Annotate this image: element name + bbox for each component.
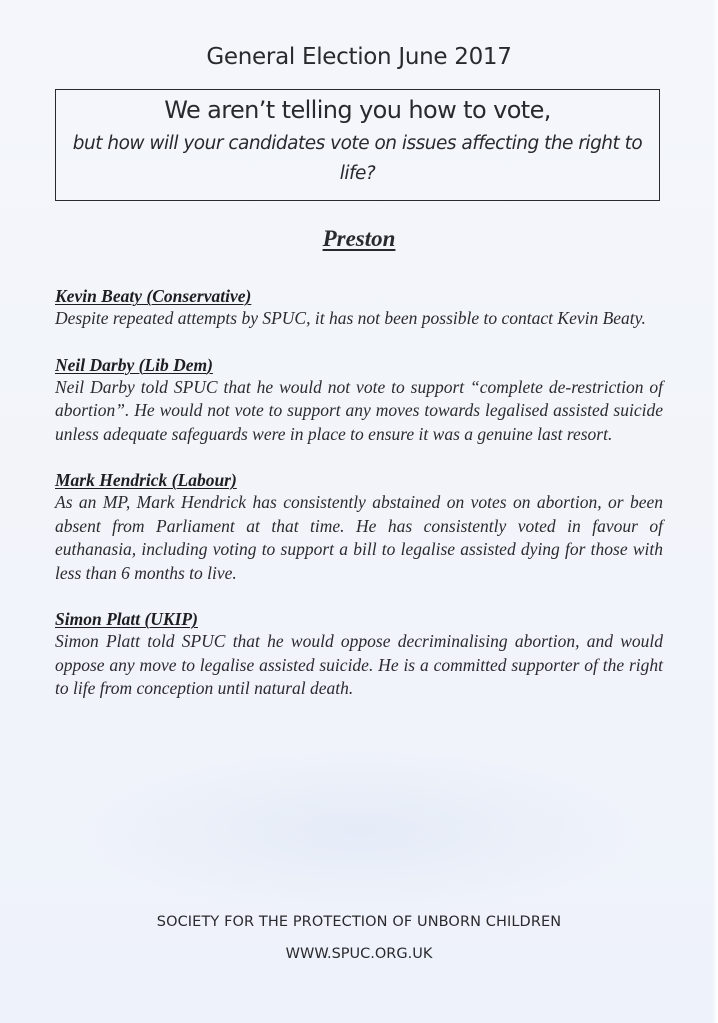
candidate-entry — [55, 469, 663, 585]
callout-question: but how will your candidates vote on issues affecting the right to life? — [72, 133, 643, 184]
callout-box — [55, 89, 660, 201]
candidate-name: Neil Darby (Lib Dem) — [55, 354, 213, 375]
candidate-entry — [55, 285, 663, 331]
candidate-statement: As an MP, Mark Hendrick has consistently abstained on votes on abortion, or been absent from Parliament at that time. He has consistently voted in favour of euthanasia, including voting to support a bill to legalise assisted dying for those with less than 6 months to live. — [55, 492, 663, 583]
candidate-statement: Despite repeated attempts by SPUC, it has not been possible to contact Kevin Beaty. — [55, 308, 646, 328]
candidate-entry — [55, 354, 663, 447]
candidate-name: Kevin Beaty (Conservative) — [55, 286, 252, 306]
callout-headline: We aren’t telling you how to vote, — [164, 96, 551, 124]
scan-edge — [712, 0, 718, 1023]
candidate-entry — [55, 608, 663, 701]
candidate-statement: Simon Platt told SPUC that he would oppose decriminalising abortion, and would oppose any move to legalise assisted suicide. He is a committed supporter of the right to life from conception until natural death. — [55, 631, 663, 698]
candidate-name: Mark Hendrick (Labour) — [55, 470, 237, 490]
constituency-heading: Preston — [322, 226, 396, 251]
footer-organization: SOCIETY FOR THE PROTECTION OF UNBORN CHILDREN — [156, 914, 562, 930]
candidate-list — [55, 285, 663, 724]
candidate-statement: Neil Darby told SPUC that he would not vote to support “complete de-restriction of abortion”. He would not vote to support any moves towards legalised assisted suicide unless adequate safeguards were in place to ensure it was a genuine last resort. — [55, 376, 663, 444]
candidate-name: Simon Platt (UKIP) — [55, 609, 198, 629]
footer-website: WWW.SPUC.ORG.UK — [285, 946, 433, 962]
page-title: General Election June 2017 — [206, 44, 512, 70]
